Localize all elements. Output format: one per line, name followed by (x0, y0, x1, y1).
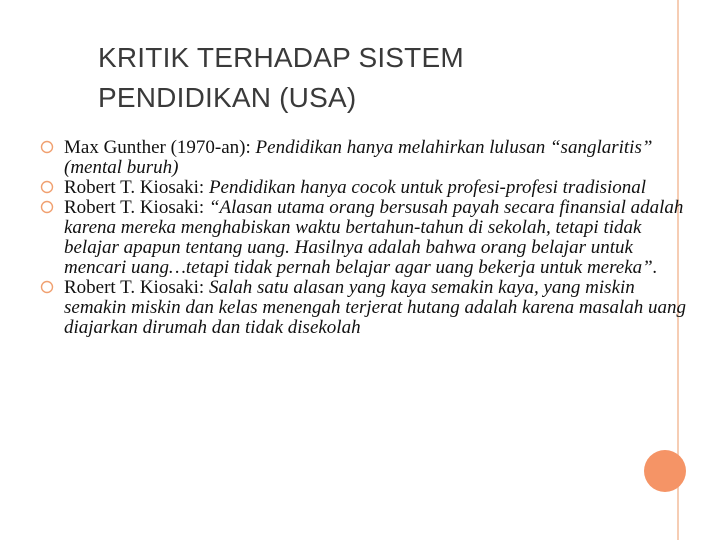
bullet-quote: Salah satu alasan yang kaya semakin kaya, yang miskin semakin miskin dan kelas menengah terjerat hutang adalah karena masalah uang diajarkan dirumah dan tidak disekolah (64, 277, 686, 338)
circle-bullet-icon (40, 200, 54, 214)
bullet-speaker: Robert T. Kiosaki: (64, 177, 209, 198)
bullet-speaker: Robert T. Kiosaki: (64, 197, 209, 218)
bullet-text (64, 277, 686, 338)
bullet-item (40, 178, 690, 198)
circle-bullet-icon (40, 140, 54, 154)
bullet-item (40, 278, 690, 338)
decorative-circle (644, 450, 686, 492)
bullet-quote: Pendidikan hanya melahirkan lulusan “sanglaritis” (mental buruh) (64, 137, 653, 178)
bullet-text (64, 177, 646, 198)
bullet-speaker: Max Gunther (1970-an): (64, 137, 256, 158)
bullet-item (40, 198, 690, 278)
title-line-1: KRITIK TERHADAP SISTEM (98, 42, 464, 73)
circle-bullet-icon (40, 280, 54, 294)
bullet-list (40, 138, 690, 338)
bullet-item (40, 138, 690, 178)
circle-bullet-icon (40, 180, 54, 194)
bullet-speaker: Robert T. Kiosaki: (64, 277, 209, 298)
bullet-text (64, 197, 683, 278)
bullet-quote: Pendidikan hanya cocok untuk profesi-profesi tradisional (208, 177, 647, 198)
bullet-text (64, 137, 652, 178)
slide-title (98, 38, 638, 118)
bullet-quote: “Alasan utama orang bersusah payah secara finansial adalah karena mereka menghabiskan waktu bertahun-tahun di sekolah, tetapi tidak belajar apapun tentang uang. Hasilnya adalah bahwa orang belajar untuk mencari uang…tetapi tidak pernah belajar agar uang bekerja untuk mereka”. (64, 197, 684, 278)
title-line-2: PENDIDIKAN (USA) (98, 82, 357, 113)
